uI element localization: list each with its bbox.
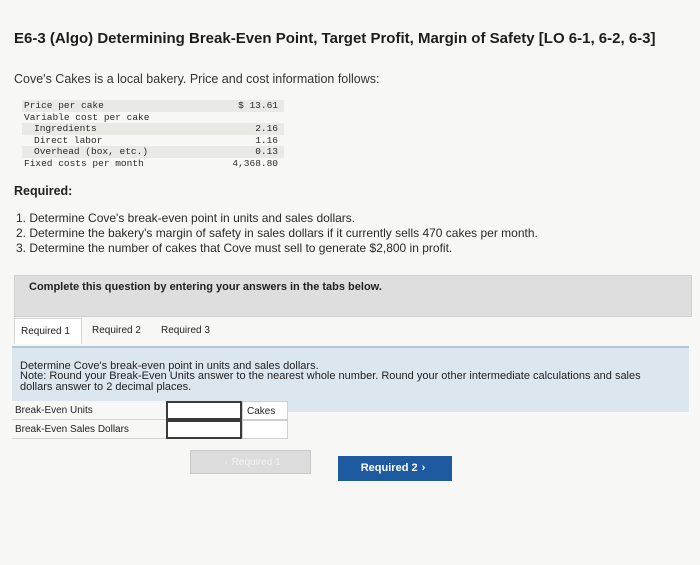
- tab-required-1[interactable]: Required 1: [14, 318, 82, 344]
- tab-required-2[interactable]: Required 2: [86, 318, 152, 344]
- cost-row-fixed: Fixed costs per month 4,368.80: [24, 157, 278, 169]
- chevron-left-icon: ‹: [224, 457, 228, 468]
- break-even-units-input[interactable]: [166, 401, 242, 420]
- cost-row-variable: Variable cost per cake: [24, 111, 150, 123]
- panel-instruction: Determine Cove's break-even point in units and sales dollars.: [20, 360, 319, 372]
- panel-note: Note: Round your Break-Even Units answer to the nearest whole number. Round your other intermediate calculations and sales dollars answer to 2 decimal places.: [20, 370, 641, 393]
- cost-row-labor: Direct labor 1.16: [34, 134, 278, 146]
- next-button[interactable]: Required 2 ›: [338, 456, 452, 481]
- previous-button[interactable]: ‹ Required 1: [190, 450, 311, 474]
- unit-label: Cakes: [242, 401, 288, 420]
- cost-row-price: Price per cake $ 13.61: [22, 100, 284, 112]
- intro-text: Cove's Cakes is a local bakery. Price and cost information follows:: [14, 72, 380, 86]
- requirement-item: 3. Determine the number of cakes that Cove must sell to generate $2,800 in profit.: [16, 241, 453, 255]
- answer-label: Break-Even Sales Dollars: [12, 420, 166, 439]
- requirement-item: 1. Determine Cove's break-even point in units and sales dollars.: [16, 211, 356, 225]
- unit-label: [242, 420, 288, 439]
- cost-row-ingredients: Ingredients 2.16: [22, 123, 284, 135]
- answer-row-break-even-sales: [12, 420, 288, 439]
- requirement-item: 2. Determine the bakery's margin of safety in sales dollars if it currently sells 470 cakes per month.: [16, 226, 538, 240]
- required-heading: Required:: [14, 184, 73, 198]
- answer-label: Break-Even Units: [12, 401, 166, 420]
- complete-instruction-box: [14, 275, 692, 317]
- page-title: E6-3 (Algo) Determining Break-Even Point, Target Profit, Margin of Safety [LO 6-1, 6-2, 6-3]: [14, 30, 656, 47]
- tab-required-3[interactable]: Required 3: [155, 318, 221, 344]
- cost-row-overhead: Overhead (box, etc.) 0.13: [22, 146, 284, 158]
- chevron-right-icon: ›: [421, 462, 426, 474]
- break-even-sales-input[interactable]: [166, 420, 242, 439]
- answer-row-break-even-units: [12, 401, 288, 420]
- requirements-list: [16, 211, 538, 256]
- complete-instruction-text: Complete this question by entering your answers in the tabs below.: [29, 281, 382, 293]
